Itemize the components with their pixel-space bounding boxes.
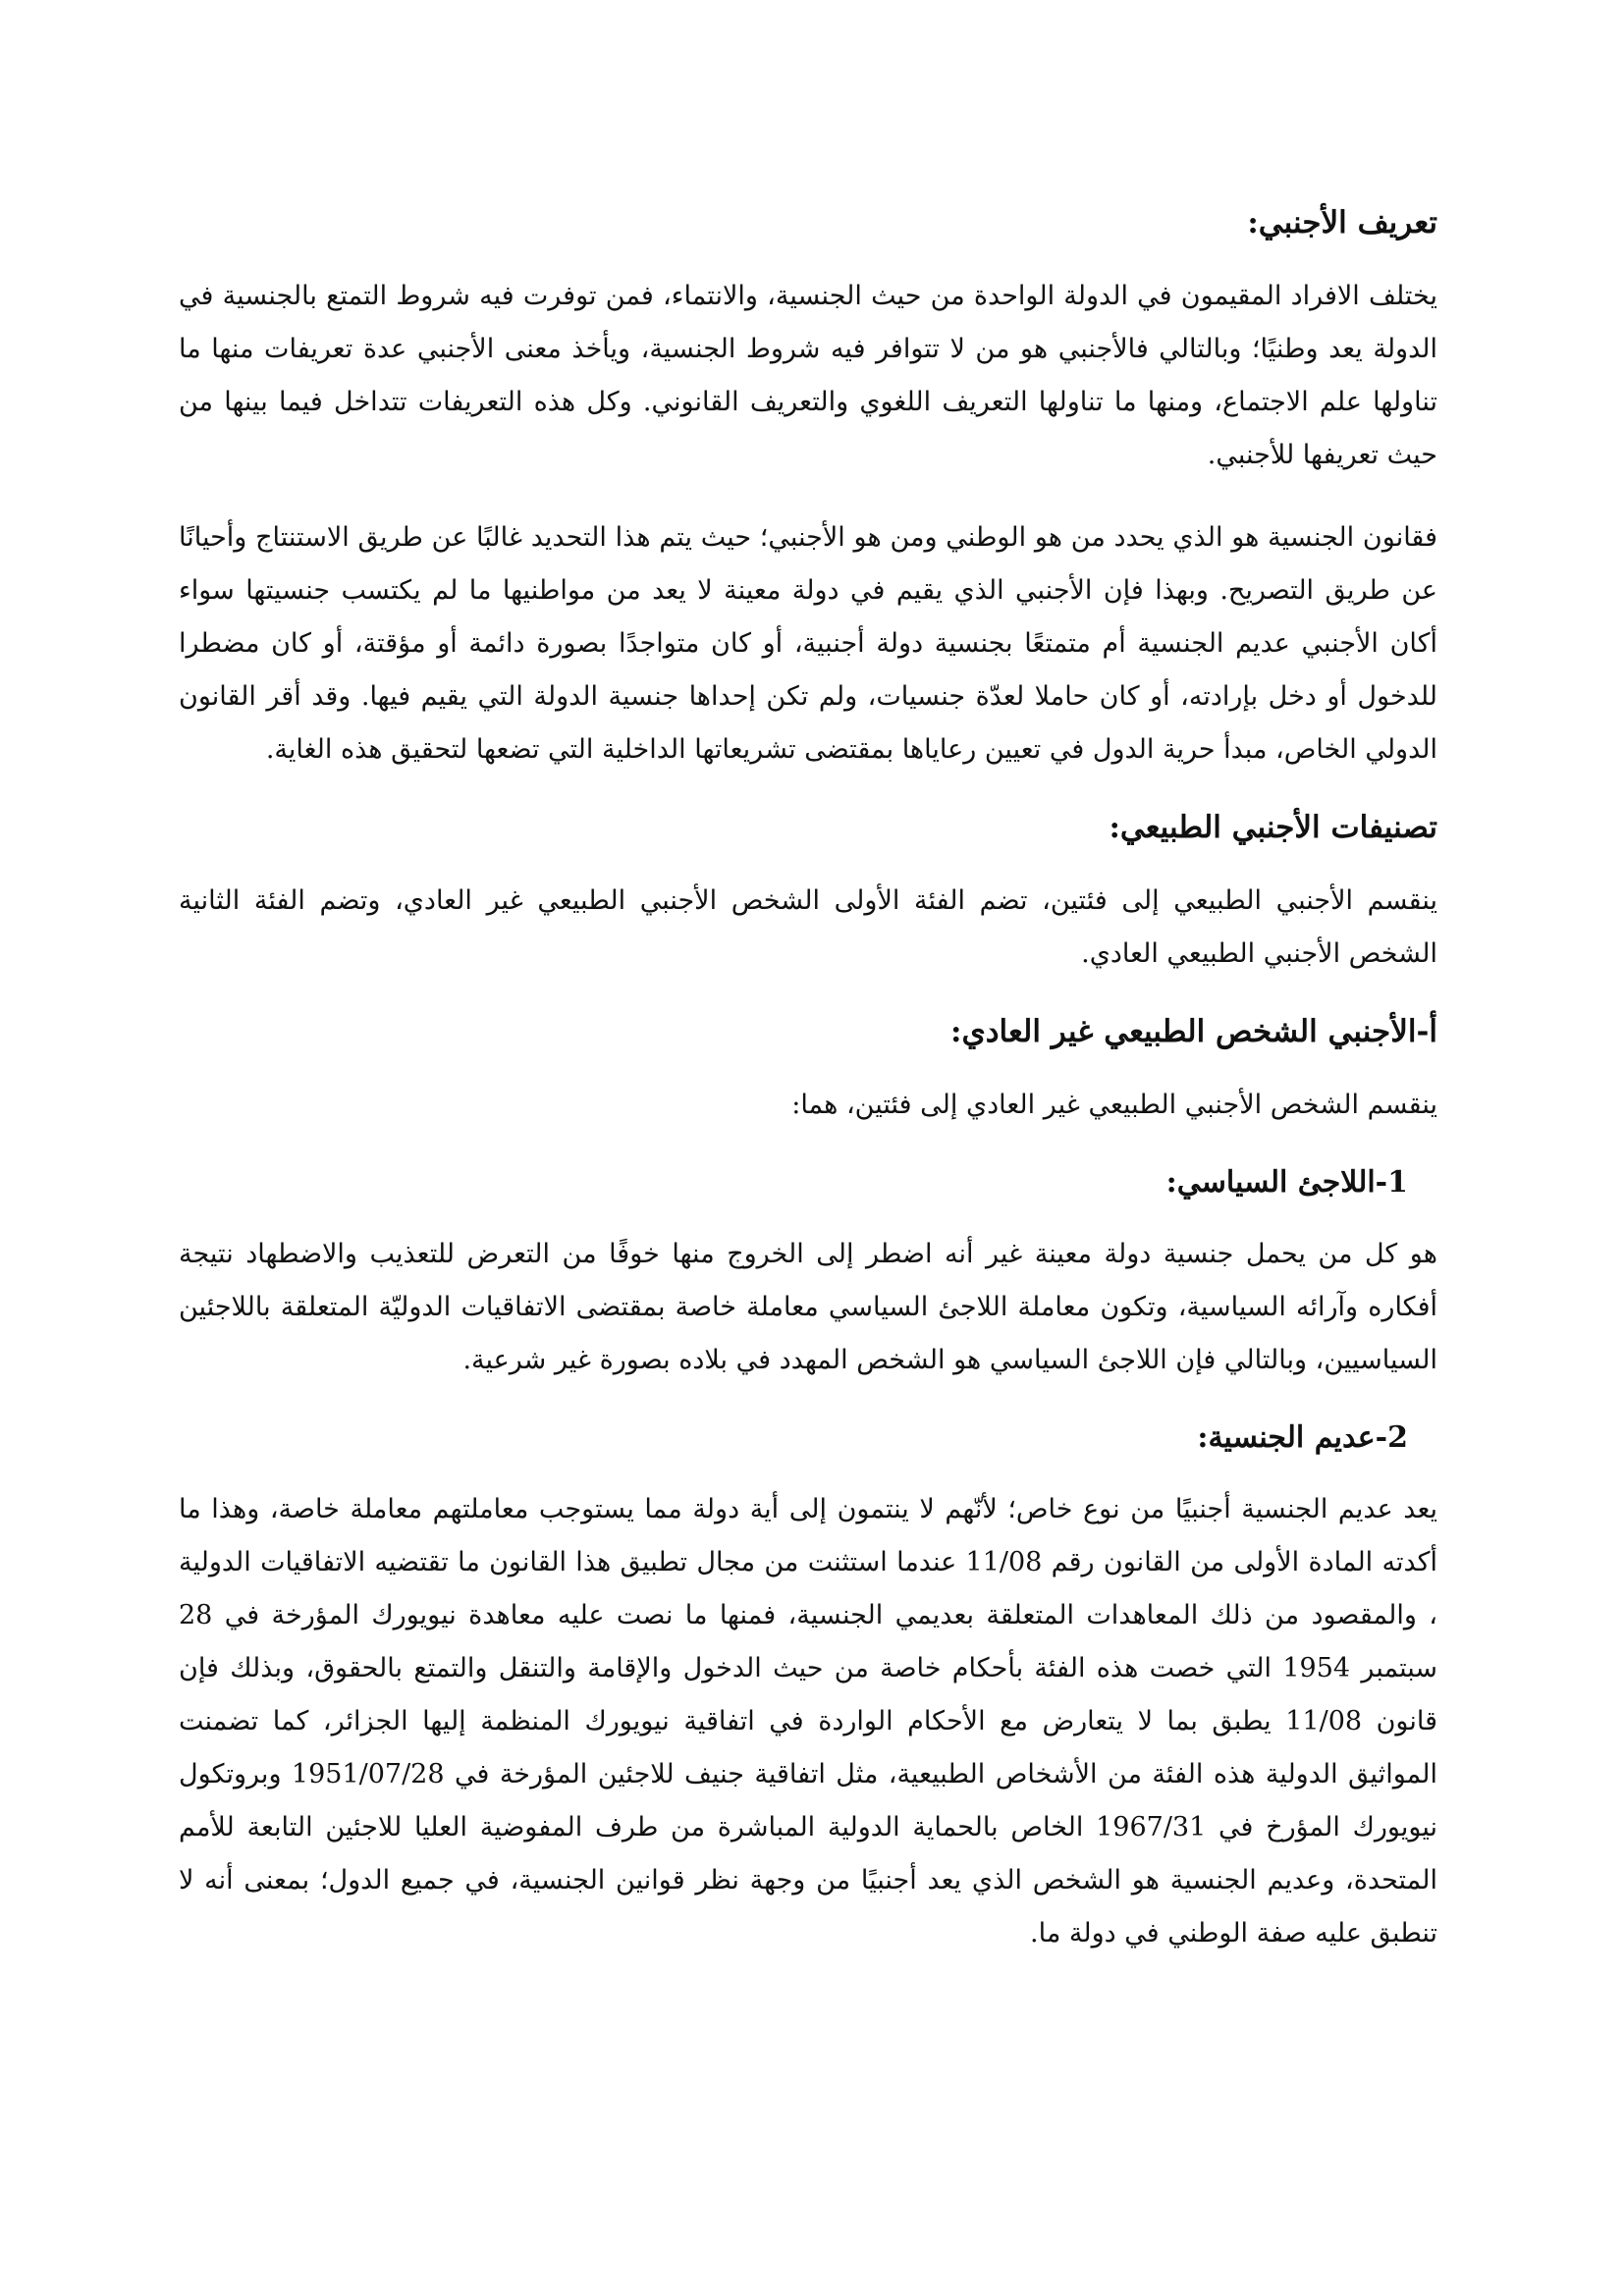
paragraph: فقانون الجنسية هو الذي يحدد من هو الوطني ومن هو الأجنبي؛ حيث يتم هذا التحديد غالبًا عن طريق الاستنتاج وأحيانًا عن طريق التصريح. وبهذا فإن الأجنبي الذي يقيم في دولة معينة لا يعد من مواطنيها ما لم يكتسب جنسيتها سواء أكان الأجنبي عديم الجنسية أم متمتعًا بجنسية دولة أجنبية، أو كان متواجدًا بصورة دائمة أو مؤقتة، أو كان مضطرا للدخول أو دخل بإرادته، أو كان حاملا لعدّة جنسيات، ولم تكن إحداها جنسية الدولة التي يقيم فيها. وقد أقر القانون الدولي الخاص، مبدأ حرية الدول في تعيين رعاياها بمقتضى تشريعاتها الداخلية التي تضعها لتحقيق هذه الغاية. xyxy=(179,522,1437,765)
heading-non-ordinary-natural-foreigner: أ-الأجنبي الشخص الطبيعي غير العادي: xyxy=(950,1014,1437,1049)
paragraph: يختلف الافراد المقيمون في الدولة الواحدة من حيث الجنسية، والانتماء، فمن توفرت فيه شروط التمتع بالجنسية في الدولة يعد وطنيًا؛ وبالتالي فالأجنبي هو من لا تتوافر فيه شروط الجنسية، ويأخذ معنى الأجنبي عدة تعريفات منها ما تناولها علم الاجتماع، ومنها ما تناولها التعريف اللغوي والتعريف القانوني. وكل هذه التعريفات تتداخل فيما بينها من حيث تعريفها للأجنبي. xyxy=(179,281,1437,470)
paragraph: ينقسم الشخص الأجنبي الطبيعي غير العادي إلى فئتين، هما: xyxy=(791,1090,1437,1120)
heading-foreigner-definition: تعريف الأجنبي: xyxy=(1247,205,1437,240)
heading-natural-foreigner-classifications: تصنيفات الأجنبي الطبيعي: xyxy=(1109,810,1437,845)
paragraph: ينقسم الأجنبي الطبيعي إلى فئتين، تضم الفئة الأولى الشخص الأجنبي الطبيعي غير العادي، وتضم الفئة الثانية الشخص الأجنبي الطبيعي العادي. xyxy=(179,885,1437,969)
subheading-stateless: 2-عديم الجنسية: xyxy=(1197,1420,1408,1455)
paragraph: يعد عديم الجنسية أجنبيًا من نوع خاص؛ لأنّهم لا ينتمون إلى أية دولة مما يستوجب معاملتهم معاملة خاصة، وهذا ما أكدته المادة الأولى من القانون رقم 11/08 عندما استثنت من مجال تطبيق هذا القانون ما تقتضيه الاتفاقيات الدولية ، والمقصود من ذلك المعاهدات المتعلقة بعديمي الجنسية، فمنها ما نصت عليه معاهدة نيويورك المؤرخة في 28 سبتمبر 1954 التي خصت هذه الفئة بأحكام خاصة من حيث الدخول والإقامة والتنقل والتمتع بالحقوق، وبذلك فإن قانون 11/08 يطبق بما لا يتعارض مع الأحكام الواردة في اتفاقية نيويورك المنظمة إليها الجزائر، كما تضمنت المواثيق الدولية هذه الفئة من الأشخاص الطبيعية، مثل اتفاقية جنيف للاجئين المؤرخة في 1951/07/28 وبروتكول نيويورك المؤرخ في 1967/31 الخاص بالحماية الدولية المباشرة من طرف المفوضية العليا للاجئين التابعة للأمم المتحدة، وعديم الجنسية هو الشخص الذي يعد أجنبيًا من وجهة نظر قوانين الجنسية، في جميع الدول؛ بمعنى أنه لا تنطبق عليه صفة الوطني في دولة ما. xyxy=(179,1494,1438,1949)
subheading-political-refugee: 1-اللاجئ السياسي: xyxy=(1165,1165,1408,1200)
paragraph: هو كل من يحمل جنسية دولة معينة غير أنه اضطر إلى الخروج منها خوفًا من التعرض للتعذيب والاضطهاد نتيجة أفكاره وآرائه السياسية، وتكون معاملة اللاجئ السياسي معاملة خاصة بمقتضى الاتفاقيات الدوليّة المتعلقة باللاجئين السياسيين، وبالتالي فإن اللاجئ السياسي هو الشخص المهدد في بلاده بصورة غير شرعية. xyxy=(179,1239,1437,1375)
document-body xyxy=(179,201,1437,1990)
